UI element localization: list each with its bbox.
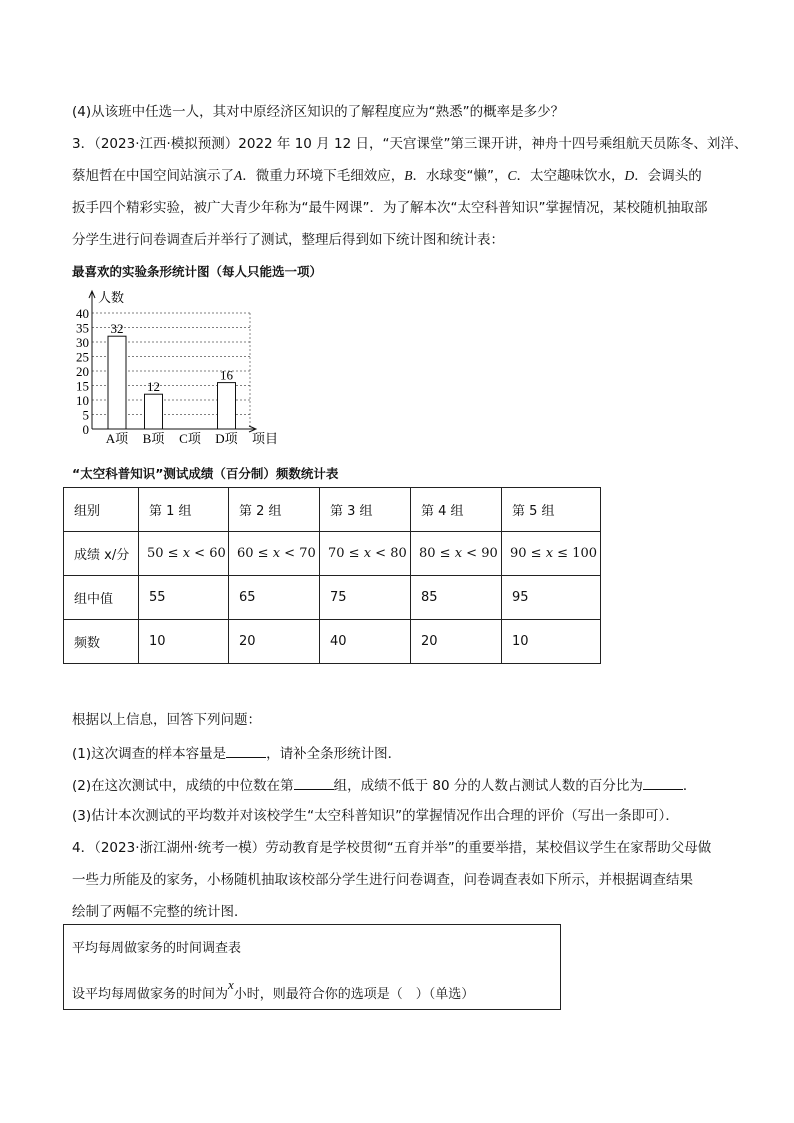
chart-y-tick-label: 30 (76, 335, 89, 350)
chart-y-tick-label: 40 (76, 306, 89, 321)
q3-option-d-text: ．会调头的 (634, 168, 702, 184)
table-cell: 70 ≤ 𝑥 < 80 (320, 532, 411, 576)
q3-option-b-text: ．水球变“懒”， (412, 168, 508, 184)
chart-title: 最喜欢的实验条形统计图（每人只能选一项） (72, 264, 323, 279)
table-cell: 85 (411, 576, 502, 620)
previous-question-part4: (4)从该班中任选一人，其对中原经济区知识的了解程度应为“熟悉”的概率是多少？ (72, 104, 565, 120)
table-title: “太空科普知识”测试成绩（百分制）频数统计表 (72, 466, 339, 481)
survey-box (63, 924, 561, 1010)
table-cell: 90 ≤ 𝑥 ≤ 100 (502, 532, 601, 576)
question-part2-text-b: 组，成绩不低于 80 分的人数占测试人数的百分比为 (333, 778, 643, 794)
table-cell: 第 1 组 (139, 488, 229, 532)
q3-option-b-letter: B (404, 168, 413, 183)
chart-y-tick-label: 25 (76, 349, 89, 365)
survey-variable: x (228, 977, 234, 992)
survey-title: 平均每周做家务的时间调查表 (72, 941, 242, 956)
q4-line1: 4．（2023·浙江湖州·统考一模）劳动教育是学校贯彻“五育并举”的重要举措，某校倡议学生在家帮助父母做 (72, 840, 712, 856)
chart-y-tick-label: 5 (82, 407, 89, 423)
table-cell: 10 (502, 620, 601, 664)
q3-option-c-letter: C (507, 168, 517, 183)
q3-option-a-text: ．微重力环境下毛细效应， (242, 168, 405, 184)
chart-x-tick-label: B项 (142, 431, 165, 446)
q3-line4: 分学生进行问卷调查后并举行了测试，整理后得到如下统计图和统计表： (72, 232, 504, 248)
chart-y-tick-label: 0 (82, 422, 89, 437)
table-cell: 75 (320, 576, 411, 620)
table-cell: 组别 (64, 488, 139, 532)
question-part2 (72, 776, 732, 794)
survey-question-text-a: 设平均每周做家务的时间为 (72, 987, 229, 1002)
table-cell: 55 (139, 576, 229, 620)
q4-line2: 一些力所能及的家务，小杨随机抽取该校部分学生进行问卷调查，问卷调查表如下所示，并根据调查结果 (72, 872, 693, 888)
table-row (64, 488, 601, 532)
table-cell: 第 2 组 (229, 488, 320, 532)
questions-intro: 根据以上信息，回答下列问题： (72, 712, 261, 728)
q3-line2-pre: 蔡旭哲在中国空间站演示了 (72, 168, 234, 184)
table-cell: 第 3 组 (320, 488, 411, 532)
survey-question (72, 977, 475, 1002)
table-cell: 95 (502, 576, 601, 620)
table-cell: 第 5 组 (502, 488, 601, 532)
table-cell: 频数 (64, 620, 139, 664)
table-row (64, 532, 601, 576)
table-cell: 成绩 x/分 (64, 532, 139, 576)
table-cell: 10 (139, 620, 229, 664)
chart-bar (108, 336, 126, 429)
question-part1 (72, 744, 732, 762)
chart-data-label: 12 (147, 379, 160, 395)
table-cell: 20 (411, 620, 502, 664)
question-part2-text-c: ． (682, 778, 697, 794)
table-cell: 组中值 (64, 576, 139, 620)
chart-y-axis-label: 人数 (98, 290, 125, 305)
frequency-table (63, 487, 601, 664)
chart-bar (218, 383, 236, 429)
chart-y-tick-label: 20 (76, 364, 89, 379)
table-cell: 第 4 组 (411, 488, 502, 532)
answer-blank-3[interactable] (643, 776, 683, 790)
chart-x-tick-label: A项 (105, 431, 129, 446)
chart-data-label: 16 (220, 367, 233, 383)
table-cell: 65 (229, 576, 320, 620)
table-cell: 60 ≤ 𝑥 < 70 (229, 532, 320, 576)
answer-blank-2[interactable] (294, 776, 334, 790)
chart-x-tick-label: D项 (215, 431, 238, 446)
question-part1-text-a: (1)这次调查的样本容量是 (72, 746, 227, 762)
bar-chart (60, 284, 300, 450)
table-row (64, 620, 601, 664)
table-cell: 40 (320, 620, 411, 664)
q3-line3: 扳手四个精彩实验，被广大青少年称为“最牛网课”．为了解本次“太空科普知识”掌握情况，某校随机抽取部 (72, 200, 708, 216)
question-part1-text-b: ，请补全条形统计图． (266, 746, 402, 762)
table-cell: 20 (229, 620, 320, 664)
question-part3: (3)估计本次测试的平均数并对该校学生“太空科普知识”的掌握情况作出合理的评价（写出一条即可）． (72, 808, 679, 824)
chart-x-tick-label: C项 (179, 431, 201, 446)
q3-line1: 3．（2023·江西·模拟预测）2022 年 10 月 12 日，“天宫课堂”第三课开讲，神舟十四号乘组航天员陈冬、刘洋、 (72, 136, 748, 152)
chart-x-axis-label: 项目 (252, 431, 279, 446)
q4-line3: 绘制了两幅不完整的统计图． (72, 904, 248, 920)
chart-y-tick-label: 35 (76, 320, 89, 336)
q3-line2 (72, 168, 732, 184)
question-part2-text-a: (2)在这次测试中，成绩的中位数在第 (72, 778, 294, 794)
survey-question-text-b: 小时，则最符合你的选项是（ ）（单选） (233, 987, 475, 1002)
table-cell: 50 ≤ 𝑥 < 60 (139, 532, 229, 576)
answer-blank-1[interactable] (226, 744, 266, 758)
table-row (64, 576, 601, 620)
chart-bar (145, 394, 163, 429)
q3-option-d-letter: D (624, 168, 635, 183)
q3-option-a-letter: A (234, 168, 243, 183)
chart-data-label: 32 (110, 321, 124, 337)
table-cell: 80 ≤ 𝑥 < 90 (411, 532, 502, 576)
chart-y-tick-label: 10 (76, 393, 89, 408)
q3-option-c-text: ．太空趣味饮水， (516, 168, 625, 184)
chart-y-tick-label: 15 (76, 378, 89, 394)
